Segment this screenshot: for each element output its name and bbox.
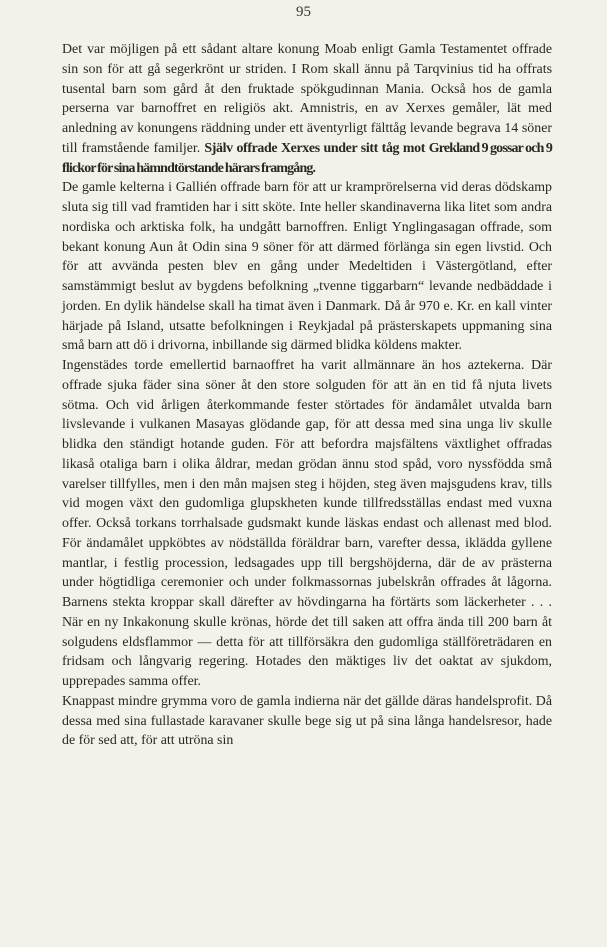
page-number: 95 <box>296 4 311 20</box>
paragraph-1-text: Det var möjligen på ett sådant altare konung Moab enligt Gamla Testamentet offrade sin son för att gå segerkrönt ur striden. I Rom skall ännu på Tarqvinius tid ha offrats tusental barn som gård åt den fruktade spökgudinnan Mania. Också hos de gamla perserna var barnoffret en religiös akt. Amnistris, en av Xerxes gemåler, lät med anledning av konungens räddning under ett äventyrligt fälttåg levande begrava 14 söner till framstående familjer. <box>62 42 552 156</box>
paragraph-3: Ingenstädes torde emellertid barnaoffret ha varit allmännare än hos aztekerna. Där offrade sjuka fäder sina söner åt den store solguden för att än en tid få njuta livets sötma. Och vid årligen återkommande fester störtades för ändamålet utvalda barn livslevande i vulkanen Masayas glödande gap, för att dessa med sina unga liv skulle blidka den ständigt hotande guden. För att befordra majsfältens växtlighet offradas likaså otaliga barn i olika åldrar, medan grödan ännu stod spåd, voro nyssfödda små varelser tillfylles, men i den mån majsen steg i höjden, steg även majsgudens krav, tills vid mogen växt den gudomliga glupskheten kunde tillfredsställas endast med vuxna offer. Också torkans torrhalsade gudsmakt kunde läskas endast och allenast med blod. För ändamålet uppköbtes av nödställda föräldrar barn, varefter dessa, iklädda gyllene mantlar, i festlig procession, ledsagades upp till bergshöjderna, där de av prästerna under högtidliga ceremonier och under folkmassornas jubelskrån offrades åt lågorna. Barnens stekta kroppar skall därefter av hövdingarna ha förtärts som läckerheter . . . När en ny Inkakonung skulle krönas, hörde det till saken att offra ända till 200 barn åt solgudens eldsflammor — detta för att tillförsäkra den gudomliga ställföreträdaren en fridsam och långvarig regering. Hotades den mäktiges liv det oaktat av sjukdom, upprepades samma offer. <box>62 358 552 689</box>
paragraph-4: Knappast mindre grymma voro de gamla indierna när det gällde däras handelsprofit. Då dessa med sina fullastade karavaner skulle bege sig ut på sina långa handelsresor, hade de för sed att, för att utröna sin <box>62 693 552 749</box>
paragraph-2: De gamle kelterna i Gallién offrade barn för att ur kramprörelserna vid deras dödskamp sluta sig till vad framtiden har i sitt sköte. Inte heller skandinaverna lika litet som andra nordiska och arktiska folk, ha undgått barnoffren. Enligt Ynglingasagan offrade, som bekant konung Aun åt Odin sina 9 söner för att därmed förlänga sin egen livstid. Och för att avvända pesten blev en gång under Medeltiden i Västergötland, efter samstämmigt beslut av bygdens befolkning „tvenne tiggarbarn“ levande nedbäddade i jorden. En dylik händelse skall ha timat även i Danmark. Då år 970 e. Kr. en kall vinter härjade på Island, utsatte befolkningen i Reykjadal på prästerskapets uppmaning sina små barn att dö i drivorna, inbillande sig därmed blidka köldens makter. <box>62 180 552 354</box>
paragraph-1 <box>62 40 552 178</box>
paragraph-1-condensed-text: Grekland 9 gossar och 9 flickor för sina hämndtörstande härars framgång. <box>62 140 553 176</box>
body-text <box>62 40 552 751</box>
paragraph-1-bold-text: Själv offrade Xerxes under sitt tåg mot <box>204 140 429 156</box>
